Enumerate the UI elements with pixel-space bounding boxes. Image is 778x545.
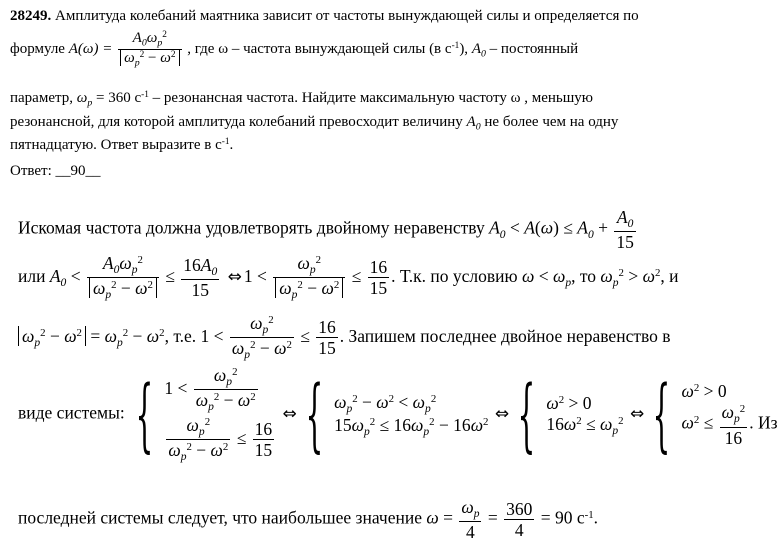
problem-text-5: пятнадцатую. Ответ выразите в с bbox=[10, 137, 222, 154]
solution-text-2b: . Т.к. по условию bbox=[391, 265, 518, 286]
answer-line bbox=[10, 163, 101, 180]
solution-text-4b: . Из bbox=[749, 413, 778, 434]
final-period: . bbox=[593, 507, 599, 528]
fraction-16-15-b: $\frac{16}{15}$ bbox=[318, 317, 336, 359]
fraction-360-4: $\frac{360}{4}$ bbox=[506, 499, 533, 541]
solution-text-3: , т.е. bbox=[164, 325, 197, 346]
problem-text-4b: не более чем на одну bbox=[484, 114, 619, 130]
system-2: $\omega_p^2 - \omega^2 < \omega_p^2$ $15\omega_p^2 \le 16\omega_p^2 - 16\omega^2$ bbox=[334, 391, 489, 438]
fraction-omega-ratio: $\frac{\omega_p^2}{\omega_p^2 - \omega^2}$ bbox=[273, 253, 345, 303]
problem-line-4: резонансной, для которой амплитуда колебаний превосходит величину $A_0$ не более чем на одну bbox=[10, 114, 619, 133]
solution-line-2: или $A_0$ < $\frac{A_0\omega_p^2}{\omega_p^2 - \omega^2}$ ≤ $\frac{16A_0}{15}$ ⇔ 1 < $\frac{\omega_p^2}{\omega_p^2 - \omega^2}$ ≤ $\frac{16}{15}$ . Т.к. по условию $\omega < \omega_p$, то $\omega_p^2 > \omega^2$, и bbox=[18, 253, 679, 302]
fraction-16a0-15: $\frac{16A_0}{15}$ bbox=[183, 255, 218, 301]
problem-line-5 bbox=[10, 137, 233, 154]
problem-text-2b: , где ω – частота вынуждающей силы (в с bbox=[187, 40, 452, 57]
final-exp: -1 bbox=[584, 508, 594, 521]
problem-line-2: формуле A(ω) = $\frac{A_0\omega_p^2}{\omega_p^2 - \omega^2}$ , где ω – частота вынуждающей силы (в $с^{-1}$), $A_0$ – постоянный bbox=[10, 30, 579, 69]
fraction-a0-15: $\frac{A_0}{15}$ bbox=[616, 207, 634, 253]
problem-text-3b: – резонансная частота. Найдите максимальную частоту ω , меньшую bbox=[152, 90, 593, 107]
answer-text: Ответ: __90__ bbox=[10, 163, 101, 179]
problem-line-3: параметр, $\omega_p = 360$ $с^{-1}$ – резонансная частота. Найдите максимальную частоту ω , меньшую bbox=[10, 90, 593, 109]
solution-text-4: виде системы: bbox=[18, 402, 125, 423]
answer-unit-exp: -1 bbox=[221, 137, 230, 147]
problem-text-2c: ), bbox=[459, 40, 469, 57]
solution-line-5: последней системы следует, что наибольшее значение ω = $\frac{\omega_p}{4}$ = $\frac{360}{4}$ = 90 $с^{-1}$. bbox=[18, 497, 599, 543]
fraction-16-15: $\frac{16}{15}$ bbox=[369, 257, 388, 299]
fraction-amplitude-2: $\frac{A_0\omega_p^2}{\omega_p^2 - \omega^2}$ bbox=[87, 253, 159, 303]
system-1: 1 < $\frac{\omega_p^2}{\omega_p^2 - \omega^2}$ $\frac{\omega_p^2}{\omega_p^2 - \omega^2}$ ≤ $\frac{16}{15}$ bbox=[164, 365, 273, 463]
problem-line-1 bbox=[10, 8, 639, 25]
fraction-omega-p-4: $\frac{\omega_p}{4}$ bbox=[461, 497, 480, 543]
problem-text-3: параметр, bbox=[10, 90, 73, 107]
solution-text-1: Искомая частота должна удовлетворять двойному неравенству bbox=[18, 217, 485, 238]
problem-text-5b: . bbox=[229, 137, 234, 154]
problem-text-4: резонансной, для которой амплитуда колебаний превосходит величину bbox=[10, 114, 463, 130]
solution-text-2c: , то bbox=[571, 265, 597, 286]
unit-exponent: -1 bbox=[451, 40, 460, 51]
solution-text-3b: . Запишем последнее двойное неравенство в bbox=[339, 325, 671, 346]
system-4: $\omega^2 > 0$ $\omega^2$ ≤ $\frac{\omega_p^2}{16}$ . Из bbox=[681, 381, 778, 448]
solution-text-2d: , и bbox=[660, 265, 679, 286]
resonance-value: = 360 с bbox=[96, 90, 142, 107]
equivalence-arrow: ⇔ bbox=[227, 266, 242, 287]
system-3: $\omega^2 > 0$ $16\omega^2 \le \omega_p^2$ bbox=[546, 392, 624, 437]
solution-text-2: или bbox=[18, 265, 46, 286]
final-result: = 90 с bbox=[540, 507, 585, 528]
problem-text-2: формуле bbox=[10, 40, 65, 57]
solution-line-4: виде системы: { 1 < $\frac{\omega_p^2}{\omega_p^2 - \omega^2}$ $\frac{\omega_p^2}{\omega_p^2 - \omega^2}$ ≤ $\frac{16}{15}$ ⇔ { $\omega_p^2 - \omega^2 < \omega_p^2$ $15\omega_p^2 \le 16\omega_p^2 - 16\omega^2$ ⇔ { $\omega^2 > 0$ $16\omega^2 \le \omega_p^2$ ⇔ { $\omega^2 > 0$ $\omega^2$ ≤ $\frac{\omega_p^2}{16}$ . Из bbox=[18, 365, 778, 463]
problem-text-1: Амплитуда колебаний маятника зависит от частоты вынуждающей силы и определяется по bbox=[55, 8, 639, 24]
problem-text-2d: – постоянный bbox=[489, 40, 579, 57]
resonance-exp: -1 bbox=[141, 90, 149, 100]
fraction-omega-ratio-2: $\frac{\omega_p^2}{\omega_p^2 - \omega^2}$ bbox=[231, 313, 292, 362]
amplitude-fraction: $\frac{A_0\omega_p^2}{\omega_p^2 - \omega^2}$ bbox=[118, 30, 181, 69]
solution-text-5: последней системы следует, что наибольшее значение bbox=[18, 507, 422, 528]
formula-amplitude: A(ω) = bbox=[68, 40, 113, 57]
denom-15: 15 bbox=[616, 232, 634, 253]
solution-line-3: $\omega_p^2 - \omega^2 = \omega_p^2 - \omega^2$, т.е. 1 < $\frac{\omega_p^2}{\omega_p^2 - \omega^2}$ ≤ $\frac{16}{15}$ . Запишем последнее двойное неравенство в bbox=[18, 313, 671, 363]
solution-line-1: Искомая частота должна удовлетворять двойному неравенству $A_0 < A(\omega) \le A_0$ + $\frac{A_0}{15}$ bbox=[18, 207, 634, 253]
problem-number: 28249. bbox=[10, 8, 52, 24]
